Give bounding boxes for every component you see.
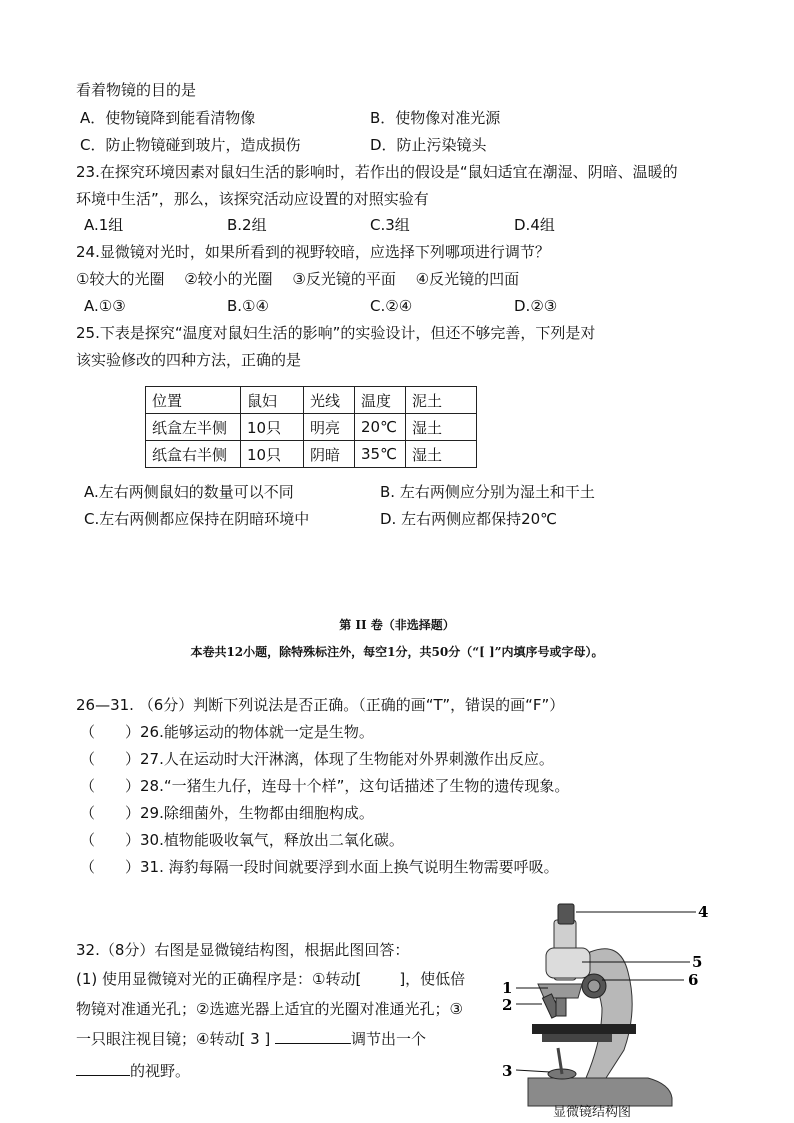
q24-stem: 24.显微镜对光时，如果所看到的视野较暗，应选择下列哪项进行调节？ — [76, 243, 550, 261]
table-header-cell: 位置 — [146, 387, 241, 414]
q24-option-a: A.①③ — [84, 297, 126, 315]
q23-option-d: D.4组 — [514, 216, 555, 234]
judgement-text: 30.植物能吸收氧气，释放出二氧化碳。 — [140, 831, 404, 849]
q32-line2: 物镜对准通光孔；②选遮光器上适宜的光圈对准通光孔；③ — [76, 1000, 463, 1018]
judgement-text: 27.人在运动时大汗淋漓，体现了生物能对外界刺激作出反应。 — [140, 750, 554, 768]
judgement-text: 28.“一猪生九仔，连母十个样”，这句话描述了生物的遗传现象。 — [140, 777, 570, 795]
callout-6: 6 — [688, 971, 699, 989]
table-cell: 纸盒左半侧 — [146, 414, 241, 441]
table-row — [146, 414, 477, 441]
q23-stem-line2: 环境中生活”，那么，该探究活动应设置的对照实验有 — [76, 190, 429, 208]
table-cell: 湿土 — [406, 414, 477, 441]
q25-option-b: B. 左右两侧应分别为湿土和干土 — [380, 483, 595, 501]
answer-bracket[interactable]: （ ） — [80, 858, 141, 876]
q23-option-a: A.1组 — [84, 216, 124, 234]
q25-option-c: C.左右两侧都应保持在阴暗环境中 — [84, 510, 310, 528]
stage-support — [542, 1034, 612, 1042]
objective-lens — [556, 998, 566, 1016]
experiment-table — [145, 386, 477, 468]
section-title: 第 II 卷（非选择题） — [339, 618, 455, 632]
answer-bracket[interactable]: （ ） — [80, 750, 141, 768]
q24-option-d: D.②③ — [514, 297, 558, 315]
q32-line1-end: ]，使低倍 — [399, 970, 466, 988]
q24-choices: ①较大的光圈 ②较小的光圈 ③反光镜的平面 ④反光镜的凹面 — [76, 270, 520, 288]
judgement-item — [80, 803, 374, 823]
eyepiece — [558, 904, 574, 924]
q32-line3-start: 一只眼注视目镜；④转动[ 3 ] — [76, 1030, 271, 1048]
answer-bracket[interactable]: （ ） — [80, 804, 141, 822]
judgement-text: 26.能够运动的物体就一定是生物。 — [140, 723, 374, 741]
q32-line3 — [76, 1029, 426, 1049]
q25-option-d: D. 左右两侧应都保持20℃ — [380, 510, 558, 528]
q22-option-c: C．防止物镜碰到玻片，造成损伤 — [80, 136, 301, 154]
judgement-item — [80, 776, 569, 796]
table-cell: 10只 — [241, 441, 304, 468]
q22-option-d: D．防止污染镜头 — [370, 136, 487, 154]
q22-option-b: B．使物像对准光源 — [370, 109, 501, 127]
table-row — [146, 441, 477, 468]
q22-option-a: A．使物镜降到能看清物像 — [80, 109, 256, 127]
microscope-head — [546, 948, 590, 978]
stage — [532, 1024, 636, 1034]
q24-option-b: B.①④ — [227, 297, 269, 315]
q32-line1 — [76, 969, 465, 989]
table-header-cell: 鼠妇 — [241, 387, 304, 414]
table-header-cell: 泥土 — [406, 387, 477, 414]
nosepiece — [538, 984, 582, 998]
answer-bracket[interactable]: （ ） — [80, 777, 141, 795]
judgement-item — [80, 830, 404, 850]
q32-line1-start: (1) 使用显微镜对光的正确程序是：①转动[ — [76, 970, 362, 988]
table-cell: 阴暗 — [304, 441, 355, 468]
q32-line4-end: 的视野。 — [130, 1062, 191, 1080]
microscope-arm — [584, 949, 632, 1078]
table-cell: 明亮 — [304, 414, 355, 441]
table-cell: 湿土 — [406, 441, 477, 468]
q25-option-a: A.左右两侧鼠妇的数量可以不同 — [84, 483, 294, 501]
table-header-row — [146, 387, 477, 414]
q32-intro: 32.（8分）右图是显微镜结构图，根据此图回答： — [76, 941, 410, 959]
table-cell: 纸盒右半侧 — [146, 441, 241, 468]
callout-3: 3 — [502, 1062, 513, 1080]
judgement-item — [80, 857, 559, 877]
q23-stem-line1: 23.在探究环境因素对鼠妇生活的影响时，若作出的假设是“鼠妇适宜在潮湿、阴暗、温暖的 — [76, 163, 678, 181]
q22-stem: 看着物镜的目的是 — [76, 81, 197, 99]
q25-stem-line1: 25.下表是探究“温度对鼠妇生活的影响”的实验设计，但还不够完善，下列是对 — [76, 324, 596, 342]
judgement-item — [80, 749, 554, 769]
q32-line3-end: 调节出一个 — [351, 1030, 427, 1048]
callout-5: 5 — [692, 953, 703, 971]
judgement-text: 31. 海豹每隔一段时间就要浮到水面上换气说明生物需要呼吸。 — [140, 858, 559, 876]
q25-stem-line2: 该实验修改的四种方法，正确的是 — [76, 351, 302, 369]
q26-31-intro: 26—31. （6分）判断下列说法是否正确。（正确的画“T”，错误的画“F”） — [76, 696, 565, 714]
q23-option-b: B.2组 — [227, 216, 267, 234]
figure-caption: 显微镜结构图 — [553, 1105, 632, 1120]
q32-bracket-blank[interactable] — [361, 970, 399, 984]
callout-4: 4 — [698, 903, 708, 921]
table-header-cell: 温度 — [355, 387, 406, 414]
callout-2: 2 — [502, 996, 513, 1014]
q32-line4 — [76, 1061, 190, 1081]
microscope-figure — [498, 900, 708, 1122]
table-cell: 35℃ — [355, 441, 406, 468]
q32-answer-blank[interactable] — [76, 1061, 130, 1076]
answer-bracket[interactable]: （ ） — [80, 831, 141, 849]
judgement-item — [80, 722, 374, 742]
fine-focus-knob — [588, 980, 600, 992]
answer-bracket[interactable]: （ ） — [80, 723, 141, 741]
q24-option-c: C.②④ — [370, 297, 413, 315]
callout-1: 1 — [502, 979, 513, 997]
table-cell: 20℃ — [355, 414, 406, 441]
table-cell: 10只 — [241, 414, 304, 441]
table-header-cell: 光线 — [304, 387, 355, 414]
judgement-text: 29.除细菌外，生物都由细胞构成。 — [140, 804, 374, 822]
section-note: 本卷共12小题，除特殊标注外，每空1分，共50分（“[ ]”内填序号或字母）。 — [190, 645, 604, 659]
q32-answer-blank[interactable] — [275, 1029, 351, 1044]
q23-option-c: C.3组 — [370, 216, 410, 234]
